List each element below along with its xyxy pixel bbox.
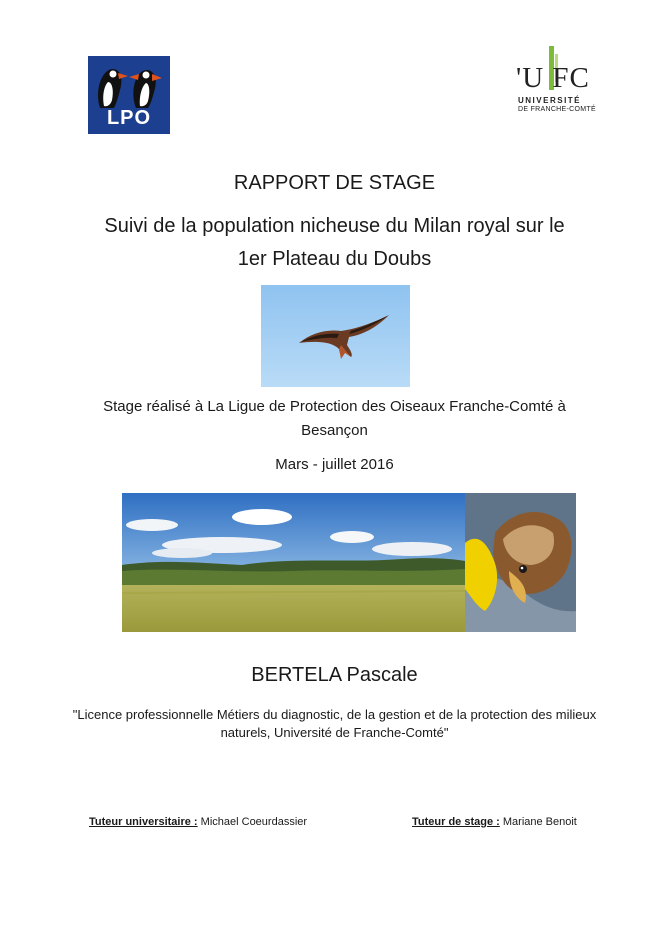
report-title: RAPPORT DE STAGE — [233, 172, 436, 194]
internship-tutor — [412, 816, 577, 828]
plateau-landscape-photo — [122, 493, 465, 632]
subtitle-line-1: Suivi de la population nicheuse du Milan royal sur le — [104, 215, 565, 237]
ufc-logo-line1: UNIVERSITÉ — [518, 96, 582, 105]
university-tutor-label: Tuteur universitaire : — [89, 816, 198, 828]
ufc-logo-mark: 'U FC — [516, 62, 590, 94]
stage-location-line-1: Stage réalisé à La Ligue de Protection des Oiseaux Franche-Comté à — [103, 398, 566, 415]
university-tutor-name: Michael Coeurdassier — [197, 816, 308, 828]
internship-tutor-label: Tuteur de stage : — [412, 816, 500, 828]
red-kite-flight-photo — [261, 285, 410, 387]
degree-line-2: naturels, Université de Franche-Comté" — [220, 725, 449, 740]
subtitle-line-2: 1er Plateau du Doubs — [237, 248, 432, 270]
degree-line-1: "Licence professionnelle Métiers du diagnostic, de la gestion et de la protection des milieux — [72, 707, 597, 722]
author-name: BERTELA Pascale — [251, 664, 418, 686]
stage-location-line-2: Besançon — [301, 422, 368, 439]
stage-dates: Mars - juillet 2016 — [275, 456, 394, 473]
lpo-logo — [88, 56, 170, 134]
university-tutor — [89, 816, 307, 828]
ufc-logo — [516, 44, 612, 118]
puffins-icon — [92, 60, 166, 112]
lpo-logo-text: LPO — [106, 107, 152, 129]
ufc-logo-line2: DE FRANCHE-COMTÉ — [518, 106, 596, 113]
red-kite-closeup-photo — [465, 493, 576, 632]
internship-tutor-name: Mariane Benoit — [499, 816, 577, 828]
